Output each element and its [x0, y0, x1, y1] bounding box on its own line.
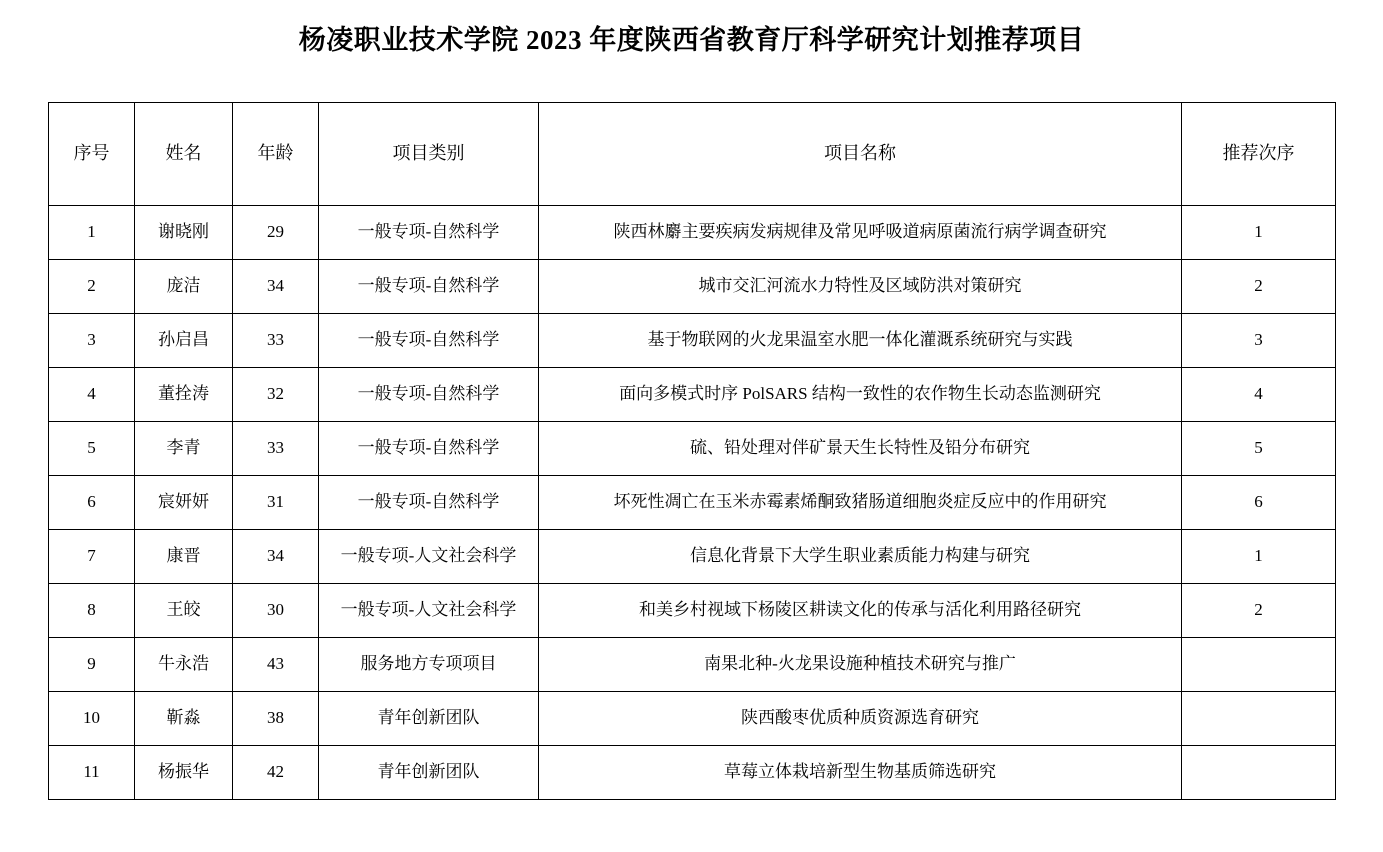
cell-project: 城市交汇河流水力特性及区域防洪对策研究	[539, 260, 1182, 314]
cell-project: 基于物联网的火龙果温室水肥一体化灌溉系统研究与实践	[539, 314, 1182, 368]
cell-category: 一般专项-自然科学	[319, 422, 539, 476]
table-container	[0, 102, 1383, 800]
cell-project: 草莓立体栽培新型生物基质筛选研究	[539, 746, 1182, 800]
cell-name: 孙启昌	[135, 314, 233, 368]
cell-index: 6	[49, 476, 135, 530]
cell-project: 陕西林麝主要疾病发病规律及常见呼吸道病原菌流行病学调查研究	[539, 206, 1182, 260]
cell-category: 一般专项-自然科学	[319, 260, 539, 314]
cell-age: 30	[233, 584, 319, 638]
cell-category: 一般专项-自然科学	[319, 368, 539, 422]
cell-project: 南果北种-火龙果设施种植技术研究与推广	[539, 638, 1182, 692]
table-row	[49, 260, 1336, 314]
cell-category: 青年创新团队	[319, 746, 539, 800]
cell-age: 29	[233, 206, 319, 260]
table-header-row	[49, 103, 1336, 206]
cell-order	[1182, 692, 1336, 746]
cell-age: 42	[233, 746, 319, 800]
cell-index: 2	[49, 260, 135, 314]
cell-name: 康晋	[135, 530, 233, 584]
page-title: 杨凌职业技术学院 2023 年度陕西省教育厅科学研究计划推荐项目	[298, 25, 1085, 55]
table-row	[49, 638, 1336, 692]
cell-order	[1182, 638, 1336, 692]
cell-age: 34	[233, 530, 319, 584]
cell-age: 33	[233, 422, 319, 476]
table-row	[49, 530, 1336, 584]
column-header-order: 推荐次序	[1182, 103, 1336, 206]
cell-project: 信息化背景下大学生职业素质能力构建与研究	[539, 530, 1182, 584]
cell-index: 3	[49, 314, 135, 368]
cell-index: 4	[49, 368, 135, 422]
cell-index: 9	[49, 638, 135, 692]
cell-name: 董拴涛	[135, 368, 233, 422]
column-header-project: 项目名称	[539, 103, 1182, 206]
cell-category: 一般专项-人文社会科学	[319, 530, 539, 584]
table-body	[49, 206, 1336, 800]
column-header-name: 姓名	[135, 103, 233, 206]
cell-name: 牛永浩	[135, 638, 233, 692]
cell-name: 杨振华	[135, 746, 233, 800]
column-header-index: 序号	[49, 103, 135, 206]
cell-category: 一般专项-自然科学	[319, 206, 539, 260]
table-header	[49, 103, 1336, 206]
cell-project: 硫、铅处理对伴矿景天生长特性及铅分布研究	[539, 422, 1182, 476]
cell-order: 2	[1182, 584, 1336, 638]
column-header-category: 项目类别	[319, 103, 539, 206]
recommended-projects-table	[48, 102, 1336, 800]
cell-index: 5	[49, 422, 135, 476]
cell-index: 1	[49, 206, 135, 260]
cell-index: 7	[49, 530, 135, 584]
cell-index: 10	[49, 692, 135, 746]
cell-order: 1	[1182, 530, 1336, 584]
cell-name: 庞洁	[135, 260, 233, 314]
cell-order: 5	[1182, 422, 1336, 476]
cell-category: 青年创新团队	[319, 692, 539, 746]
cell-age: 33	[233, 314, 319, 368]
cell-category: 一般专项-自然科学	[319, 476, 539, 530]
table-row	[49, 476, 1336, 530]
cell-name: 李青	[135, 422, 233, 476]
cell-age: 43	[233, 638, 319, 692]
cell-age: 32	[233, 368, 319, 422]
cell-index: 8	[49, 584, 135, 638]
cell-age: 31	[233, 476, 319, 530]
cell-project: 和美乡村视域下杨陵区耕读文化的传承与活化利用路径研究	[539, 584, 1182, 638]
cell-order	[1182, 746, 1336, 800]
cell-category: 一般专项-人文社会科学	[319, 584, 539, 638]
cell-category: 一般专项-自然科学	[319, 314, 539, 368]
column-header-age: 年龄	[233, 103, 319, 206]
cell-name: 宸妍妍	[135, 476, 233, 530]
table-row	[49, 368, 1336, 422]
cell-name: 谢晓刚	[135, 206, 233, 260]
table-row	[49, 746, 1336, 800]
cell-order: 3	[1182, 314, 1336, 368]
table-row	[49, 422, 1336, 476]
cell-order: 2	[1182, 260, 1336, 314]
cell-age: 34	[233, 260, 319, 314]
cell-category: 服务地方专项项目	[319, 638, 539, 692]
table-row	[49, 584, 1336, 638]
cell-order: 6	[1182, 476, 1336, 530]
cell-name: 靳淼	[135, 692, 233, 746]
table-row	[49, 206, 1336, 260]
table-row	[49, 692, 1336, 746]
cell-age: 38	[233, 692, 319, 746]
cell-order: 1	[1182, 206, 1336, 260]
cell-index: 11	[49, 746, 135, 800]
cell-project: 面向多模式时序 PolSARS 结构一致性的农作物生长动态监测研究	[539, 368, 1182, 422]
cell-project: 陕西酸枣优质种质资源选育研究	[539, 692, 1182, 746]
cell-project: 坏死性凋亡在玉米赤霉素烯酮致猪肠道细胞炎症反应中的作用研究	[539, 476, 1182, 530]
table-row	[49, 314, 1336, 368]
cell-name: 王皎	[135, 584, 233, 638]
cell-order: 4	[1182, 368, 1336, 422]
